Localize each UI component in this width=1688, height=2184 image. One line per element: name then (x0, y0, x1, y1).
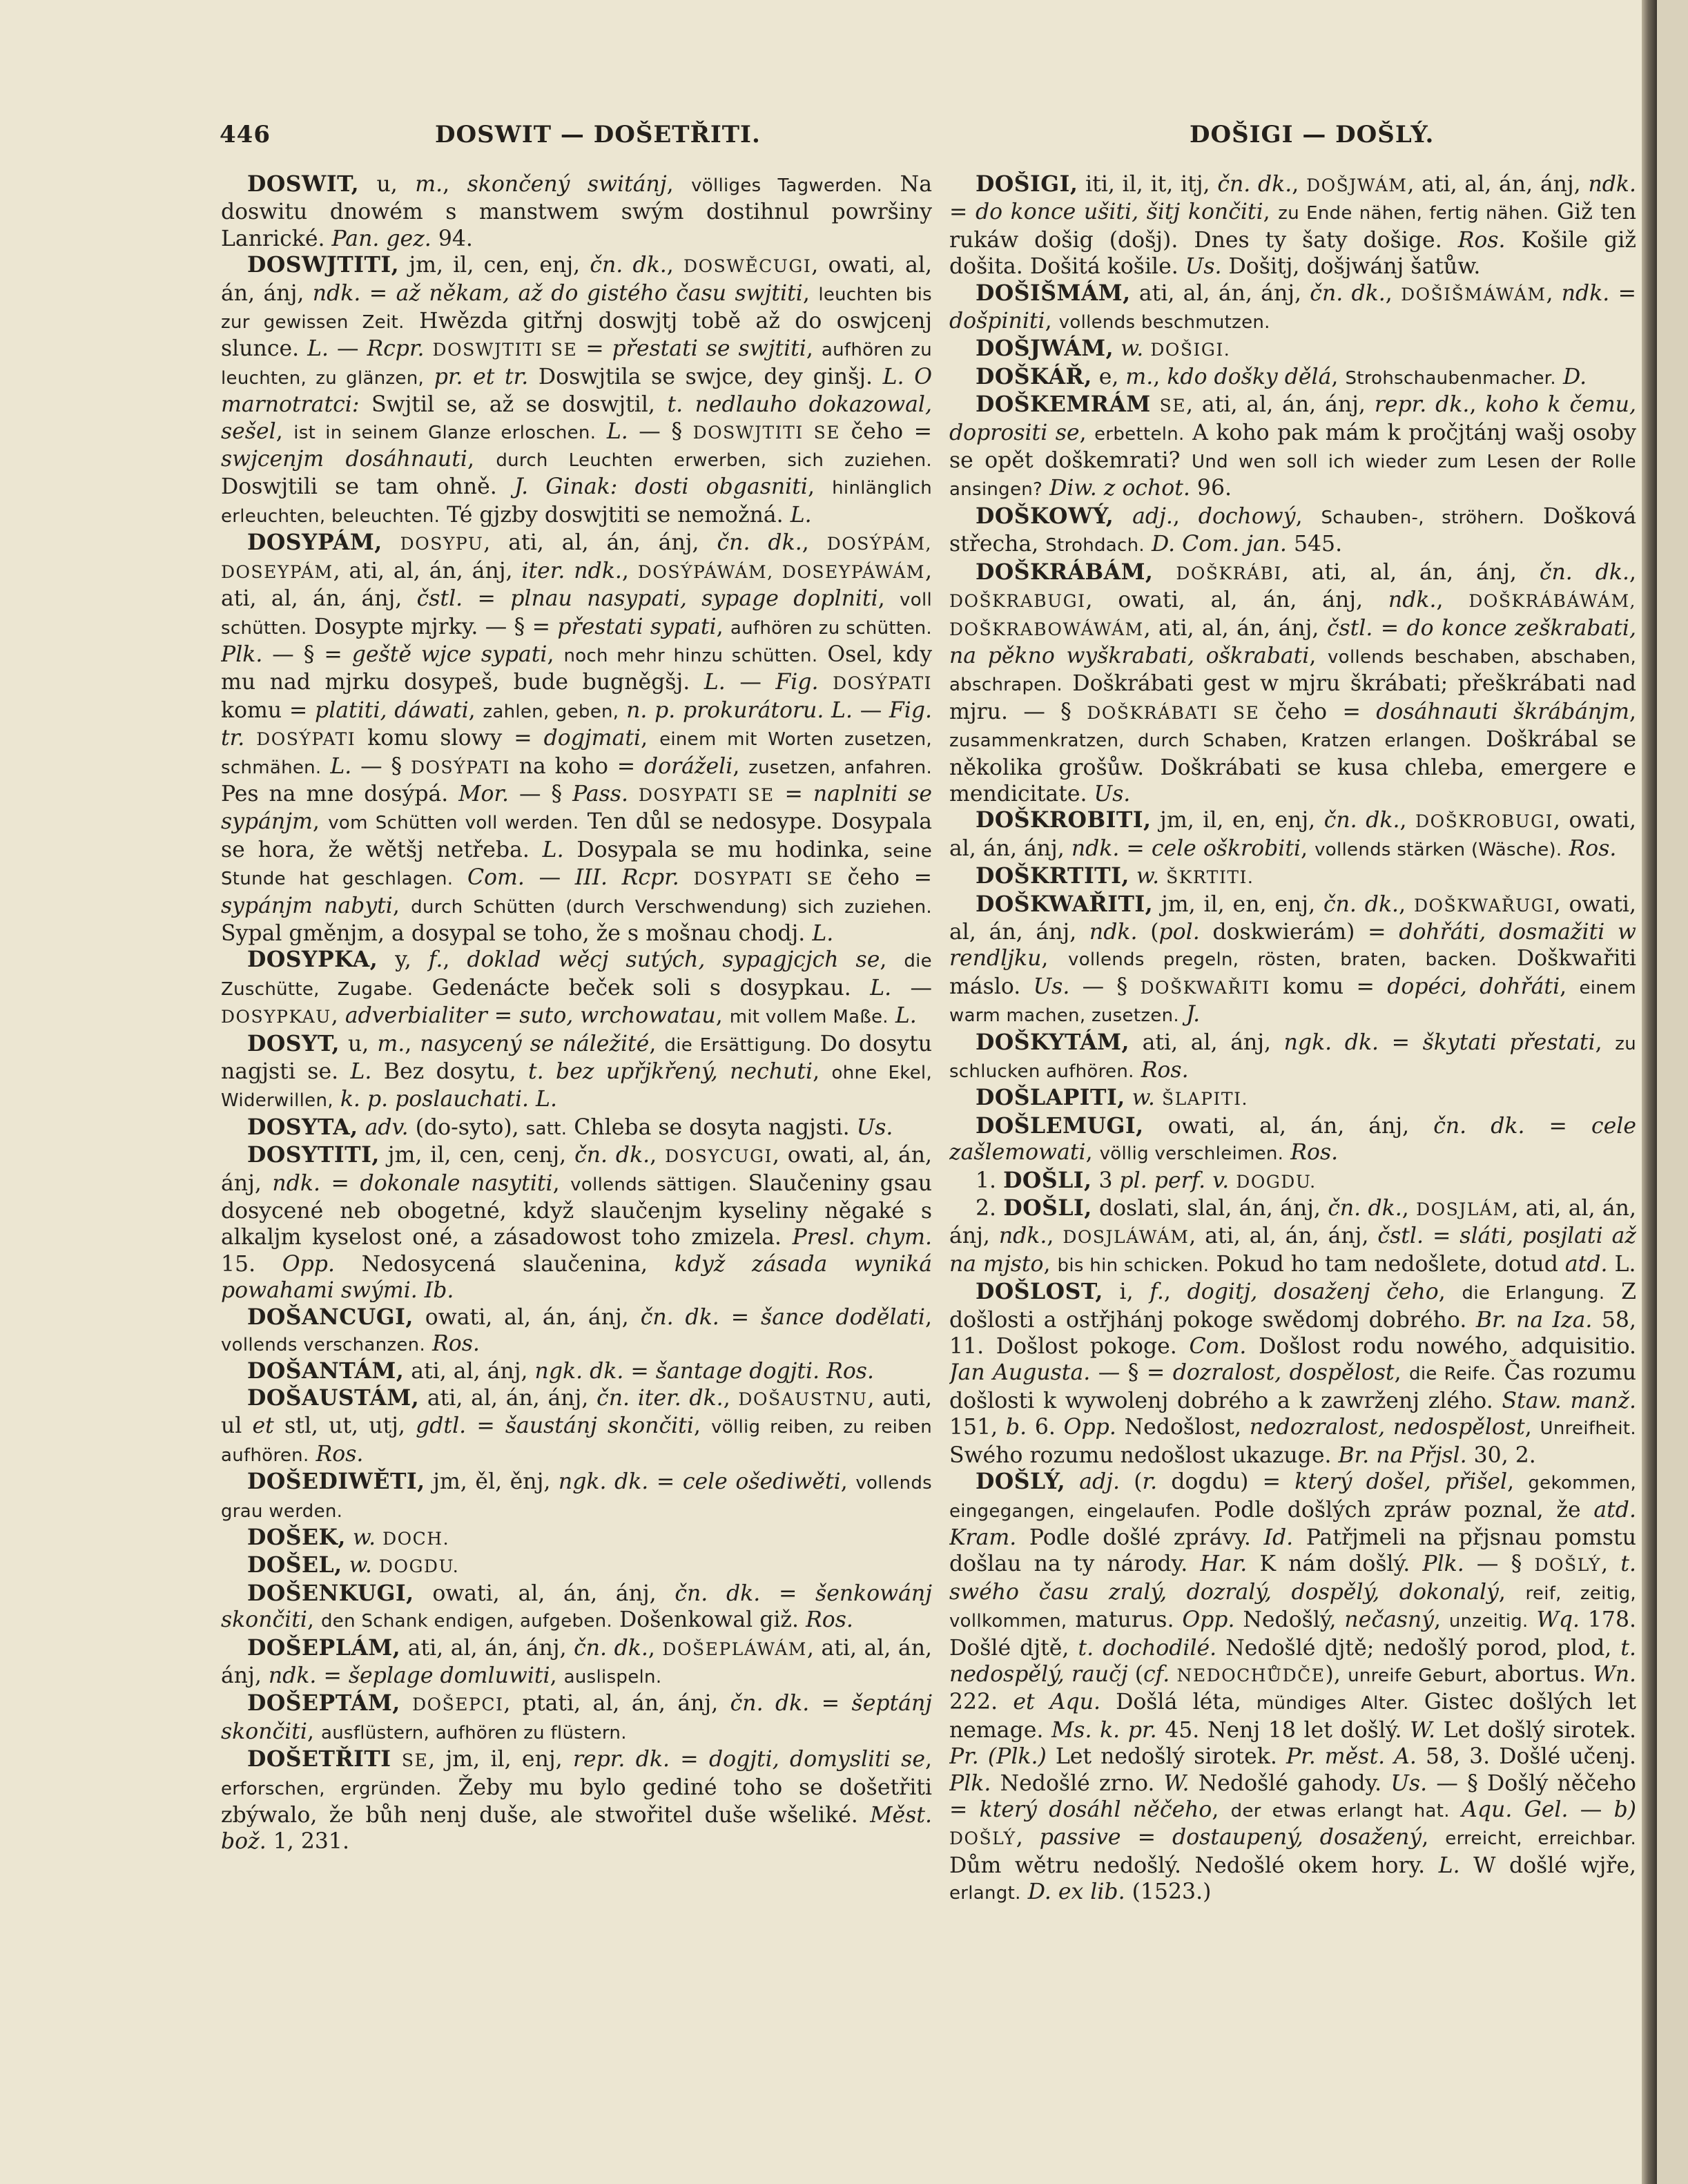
dictionary-entry: DOŠEK, w. DOCH. (247, 1524, 450, 1550)
dictionary-entry: DOŠANTÁM, ati, al, ánj, ngk. dk. = šantage dogjti. Ros. (247, 1358, 874, 1384)
dictionary-entry: DOŠEDIWĚTI, jm, ěl, ěnj, ngk. dk. = cele ošediwěti, vollends grau werden. (221, 1469, 932, 1522)
dictionary-entry: DOSWIT, u, m., skončený switánj, völliges Tagwerden. Na doswitu dnowém s manstwem swým dostihnul powršiny Lanrické. Pan. gez. 94. (221, 171, 932, 251)
dictionary-entry: DOŠLEMUGI, owati, al, án, ánj, čn. dk. = cele zašlemowati, völlig verschleimen. Ros. (949, 1112, 1636, 1166)
dictionary-entry: DOSYT, u, m., nasycený se náležité, die Ersättigung. Do dosytu nagjsti se. L. Bez dosytu, t. bez upřjkřený, nechuti, ohne Ekel, Widerwillen, k. p. poslauchati. L. (221, 1030, 932, 1112)
dictionary-entry: DOSYTITI, jm, il, cen, cenj, čn. dk., DOSYCUGI, owati, al, án, ánj, ndk. = dokonale nasytiti, vollends sättigen. Slaučeniny gsau dosycené neb obogetné, když slaučenjm kyseliny něgaké s alkaljm kyselost oné, a zásadowost toho zmizela. Presl. chym. 15. Opp. Nedosycená slaučenina, když zásada wyniká powahami swými. Ib. (221, 1142, 932, 1304)
page-number: 446 (220, 121, 271, 148)
page-header (220, 121, 1635, 162)
adjacent-page-edge (1657, 0, 1688, 2184)
dictionary-entry: DOŠEPTÁM, DOŠEPCI, ptati, al, án, ánj, čn. dk. = šeptánj skončiti, ausflüstern, aufhören zu flüstern. (221, 1690, 932, 1744)
dictionary-entry: DOSYTA, adv. (do-syto), satt. Chleba se dosyta nagjsti. Us. (247, 1114, 893, 1140)
dictionary-entry: DOŠETŘITI SE, jm, il, enj, repr. dk. = dogjti, domysliti se, erforschen, ergründen. Žeby mu bylo gediné toho se došetřiti zbýwalo, že bůh nenj duše, ale stwořitel duše wšeliké. Měst. bož. 1, 231. (221, 1746, 932, 1855)
dictionary-entry: DOSWJTITI, jm, il, cen, enj, čn. dk., DOSWĚCUGI, owati, al, án, ánj, ndk. = až někam, až do gistého času swjtiti, leuchten bis zur gewissen Zeit. Hwězda gitřnj doswjtj tobě až do oswjcenj slunce. L. — Rcpr. DOSWJTITI SE = přestati se swjtiti, aufhören zu leuchten, zu glänzen, pr. et tr. Doswjtila se swjce, dey ginšj. L. O marnotratci: Swjtil se, až se doswjtil, t. nedlauho dokazowal, sešel, ist in seinem Glanze erloschen. L. — § DOSWJTITI SE čeho = swjcenjm dosáhnauti, durch Leuchten erwerben, sich zuziehen. Doswjtili se tam ohně. J. Ginak: dosti obgasniti, hinlänglich erleuchten, beleuchten. Té gjzby doswjtiti se nemožná. L. (221, 252, 932, 528)
dictionary-entry: DOŠAUSTÁM, ati, al, án, ánj, čn. iter. dk., DOŠAUSTNU, auti, ul et stl, ut, utj, gdtl. = šaustánj skončiti, völlig reiben, zu reiben aufhören. Ros. (221, 1384, 932, 1467)
right-column (949, 171, 1636, 2146)
dictionary-entry: DOŠKÁŘ, e, m., kdo došky dělá, Strohschaubenmacher. D. (976, 363, 1587, 389)
dictionary-entry: DOŠENKUGI, owati, al, án, ánj, čn. dk. = šenkowánj skončiti, den Schank endigen, aufgeben. Došenkowal giž. Ros. (221, 1580, 932, 1633)
dictionary-entry: DOŠIŠMÁM, ati, al, án, ánj, čn. dk., DOŠIŠMÁWÁM, ndk. = došpiniti, vollends beschmutzen. (949, 280, 1636, 334)
dictionary-entry: DOŠKROBITI, jm, il, en, enj, čn. dk., DOŠKROBUGI, owati, al, án, ánj, ndk. = cele oškrobiti, vollends stärken (Wäsche). Ros. (949, 807, 1636, 861)
dictionary-entry: DOŠKYTÁM, ati, al, ánj, ngk. dk. = škytati přestati, zu schlucken aufhören. Ros. (949, 1029, 1636, 1083)
dictionary-entry: DOŠEL, w. DOGDU. (247, 1552, 460, 1578)
dictionary-entry: DOŠLÝ, adj. (r. dogdu) = který došel, přišel, gekommen, eingegangen, eingelaufen. Podle došlých zpráw poznal, že atd. Kram. Podle došlé zprávy. Id. Patřjmeli na přjsnau pomstu došlau na ty národy. Har. K nám došlý. Plk. — § DOŠLÝ, t. swého času zralý, dozralý, dospělý, dokonalý, reif, zeitig, vollkommen, maturus. Opp. Nedošlý, nečasný, unzeitig. Wq. 178. Došlé djtě, t. dochodilé. Nedošlé djtě; nedošlý porod, plod, t. nedospělý, raučj (cf. NEDOCHŮDČE), unreife Geburt, abortus. Wn. 222. et Aqu. Došlá léta, mündiges Alter. Gistec došlých let nemage. Ms. k. pr. 45. Nenj 18 let došlý. W. Let došlý sirotek. Pr. (Plk.) Let nedošlý sirotek. Pr. měst. A. 58, 3. Došlé učenj. Plk. Nedošlé zrno. W. Nedošlé gahody. Us. — § Došlý něčeho = který dosáhl něčeho, der etwas erlangt hat. Aqu. Gel. — b) DOŠLÝ, passive = dostaupený, dosažený, erreicht, erreichbar. Dům wětru nedošlý. Nedošlé okem hory. L. W došlé wjře, erlangt. D. ex lib. (1523.) (949, 1469, 1636, 1905)
dictionary-entry: DOŠKEMRÁM SE, ati, al, án, ánj, repr. dk., koho k čemu, doprositi se, erbetteln. A koho pak mám k pročjtánj wašj osoby se opět doškemrati? Und wen soll ich wieder zum Lesen der Rolle ansingen? Diw. z ochot. 96. (949, 392, 1636, 501)
dictionary-entry: DOŠKOWÝ, adj., dochowý, Schauben-, ströhern. Došková střecha, Strohdach. D. Com. jan. 545. (949, 503, 1636, 557)
dictionary-entry: DOŠIGI, iti, il, it, itj, čn. dk., DOŠJWÁM, ati, al, án, ánj, ndk. = do konce ušiti, šitj končiti, zu Ende nähen, fertig nähen. Giž ten rukáw došig (došj). Dnes ty šaty došige. Ros. Košile giž došita. Došitá košile. Us. Došitj, došjwánj šatůw. (949, 171, 1636, 280)
dictionary-entry: DOŠLOST, i, f., dogitj, dosaženj čeho, die Erlangung. Z došlosti a ostřjhánj pokoge swědomj dobrého. Br. na Iza. 58, 11. Došlost pokoge. Com. Došlost rodu nowého, adquisitio. Jan Augusta. — § = dozralost, dospělost, die Reife. Čas rozumu došlosti k wywolenj dobrého a k zawrženj zlého. Staw. manž. 151, b. 6. Opp. Nedošlost, nedozralost, nedospělost, Unreifheit. Swého rozumu nedošlost ukazuge. Br. na Přjsl. 30, 2. (949, 1279, 1636, 1468)
dictionary-entry: 2. DOŠLI, doslati, slal, án, ánj, čn. dk., DOSJLÁM, ati, al, án, ánj, ndk., DOSJLÁWÁM, ati, al, án, ánj, čstl. = sláti, posjlati až na mjsto, bis hin schicken. Pokud ho tam nedošlete, dotud atd. L. (949, 1195, 1636, 1277)
running-head-left: DOSWIT — DOŠETŘITI. (435, 121, 761, 148)
dictionary-entry: DOŠKRÁBÁM, DOŠKRÁBI, ati, al, án, ánj, čn. dk., DOŠKRABUGI, owati, al, án, ánj, ndk., DOŠKRÁBÁWÁM, DOŠKRABOWÁWÁM, ati, al, án, ánj, čstl. = do konce zeškrabati, na pěkno wyškrabati, oškrabati, vollends beschaben, abschaben, abschrapen. Doškrábati gest w mjru škrábati; přeškrábati nad mjru. — § DOŠKRÁBATI SE čeho = dosáhnauti škrábánjm, zusammenkratzen, durch Schaben, Kratzen erlangen. Doškrábal se několika grošůw. Doškrábati se kusa chleba, emergere e mendicitate. Us. (949, 559, 1636, 806)
dictionary-entry: DOSYPÁM, DOSYPU, ati, al, án, ánj, čn. dk., DOSÝPÁM, DOSEYPÁM, ati, al, án, ánj, iter. ndk., DOSÝPÁWÁM, DOSEYPÁWÁM, ati, al, án, ánj, čstl. = plnau nasypati, sypage doplniti, voll schütten. Dosypte mjrky. — § = přestati sypati, aufhören zu schütten. Plk. — § = geště wjce sypati, noch mehr hinzu schütten. Osel, kdy mu nad mjrku dosypeš, bude bugněgšj. L. — Fig. DOSÝPATI komu = platiti, dáwati, zahlen, geben, n. p. prokurátoru. L. — Fig. tr. DOSÝPATI komu slowy = dogjmati, einem mit Worten zusetzen, schmähen. L. — § DOSÝPATI na koho = doráželi, zusetzen, anfahren. Pes na mne dosýpá. Mor. — § Pass. DOSYPATI SE = naplniti se sypánjm, vom Schütten voll werden. Ten důl se nedosype. Dosypala se hora, že wětšj netřeba. L. Dosypala se mu hodinka, seine Stunde hat geschlagen. Com. — III. Rcpr. DOSYPATI SE čeho = sypánjm nabyti, durch Schütten (durch Verschwendung) sich zuziehen. Sypal gměnjm, a dosypal se toho, že s mošnau chodj. L. (221, 530, 932, 946)
dictionary-entry: DOŠANCUGI, owati, al, án, ánj, čn. dk. = šance dodělati, vollends verschanzen. Ros. (221, 1304, 932, 1357)
left-column (221, 171, 932, 2146)
dictionary-entry: DOŠEPLÁM, ati, al, án, ánj, čn. dk., DOŠEPLÁWÁM, ati, al, án, ánj, ndk. = šeplage domluwiti, auslispeln. (221, 1634, 932, 1688)
dictionary-entry: DOŠKRTITI, w. ŠKRTITI. (976, 863, 1254, 889)
running-head-right: DOŠIGI — DOŠLÝ. (1190, 121, 1435, 148)
dictionary-entry: 1. DOŠLI, 3 pl. perf. v. DOGDU. (976, 1167, 1317, 1193)
dictionary-entry: DOŠKWAŘITI, jm, il, en, enj, čn. dk., DOŠKWAŘUGI, owati, al, án, ánj, ndk. (pol. doskwierám) = dohřáti, dosmažiti w rendljku, vollends pregeln, rösten, braten, backen. Doškwařiti máslo. Us. — § DOŠKWAŘITI komu = dopéci, dohřáti, einem warm machen, zusetzen. J. (949, 891, 1636, 1027)
dictionary-entry: DOŠJWÁM, w. DOŠIGI. (976, 336, 1231, 362)
book-gutter (1642, 0, 1657, 2184)
dictionary-entry: DOŠLAPITI, w. ŠLAPITI. (976, 1085, 1248, 1111)
dictionary-entry: DOSYPKA, y, f., doklad wěcj sutých, sypagjcjch se, die Zuschütte, Zugabe. Gedenácte beček soli s dosypkau. L. — DOSYPKAU, adverbialiter = suto, wrchowatau, mit vollem Maße. L. (221, 947, 932, 1029)
